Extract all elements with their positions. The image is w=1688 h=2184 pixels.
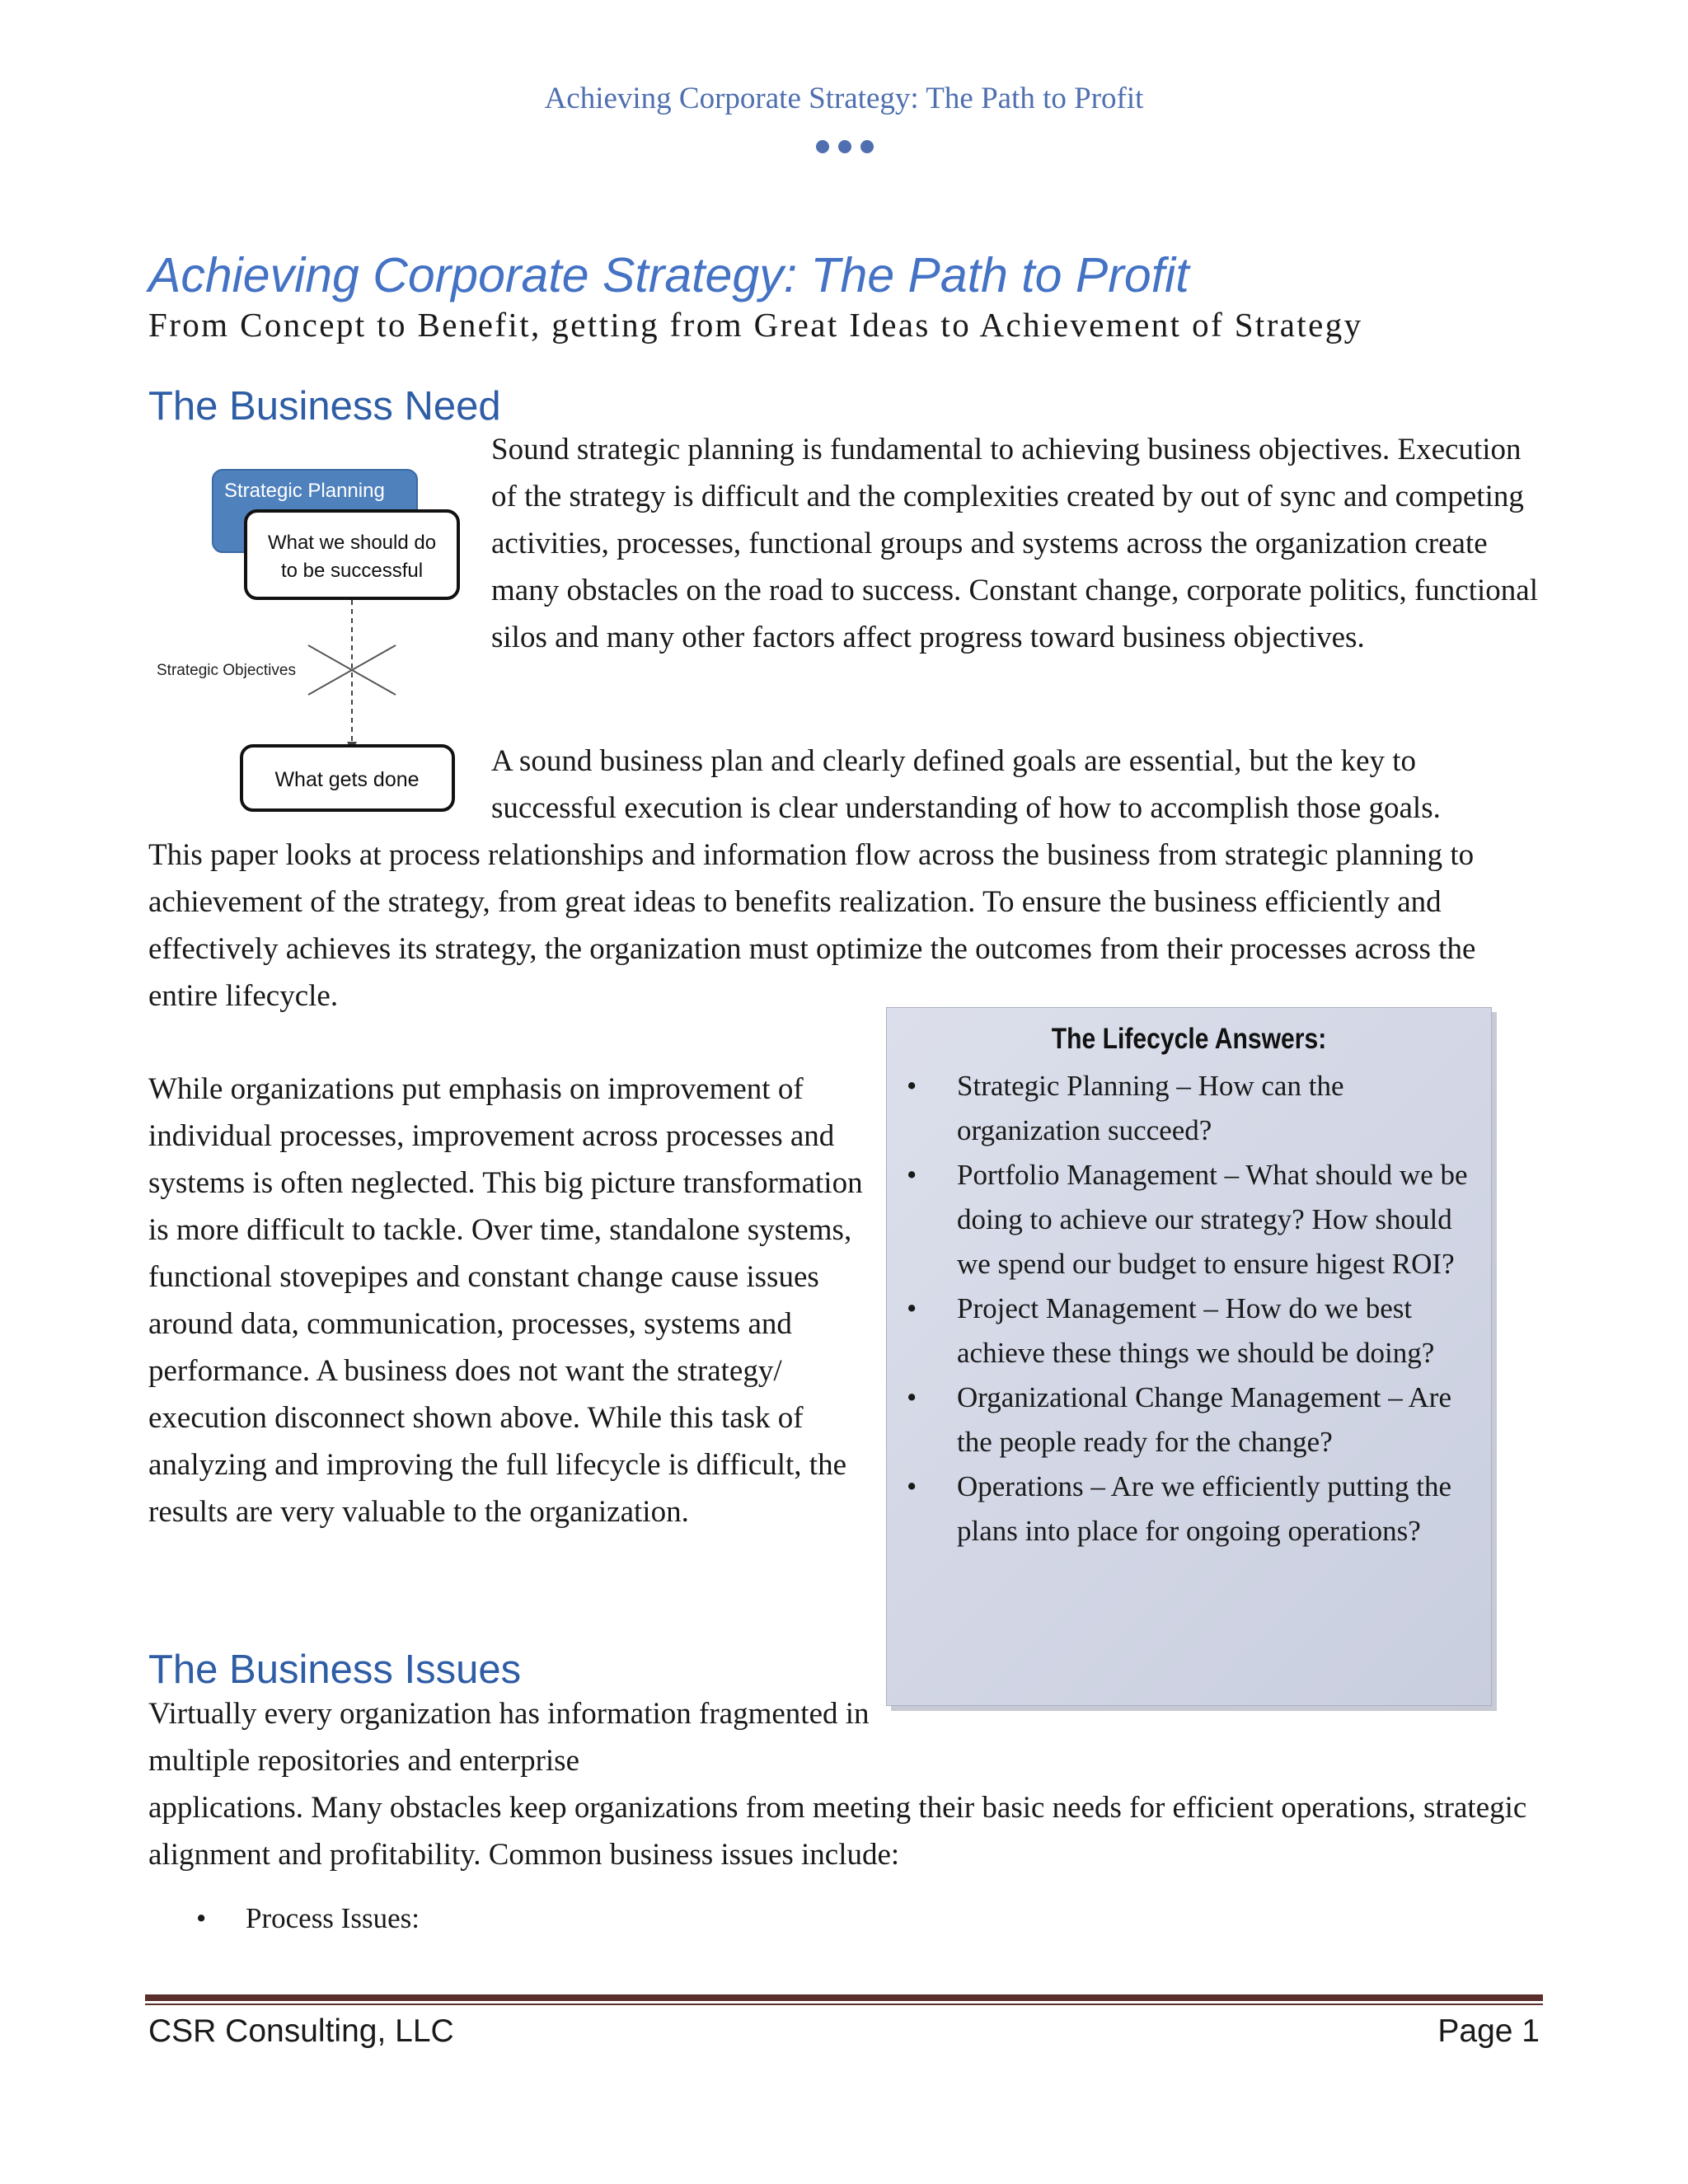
paragraph-fragmented-info: Virtually every organization has information fragmented in multiple repositories and enterprise: [148, 1697, 870, 1778]
what-we-should-do-line2: to be successful: [280, 560, 424, 582]
sidebar-item-operations: • Operations – Are we efficiently putting the plans into place for ongoing operations?: [887, 1465, 1491, 1554]
strategic-objectives-label: Strategic Objectives: [157, 662, 296, 679]
lifecycle-answers-sidebar: [886, 1007, 1492, 1706]
strategy-execution-diagram: [148, 462, 478, 837]
paragraph-process-relationships: This paper looks at process relationships and information flow across the business from strategic planning to achievement of the strategy, from great ideas to benefits realization. To ensure the business efficiently and effectively achieves its strategy, the organization must optimize the outcomes from their processes across the entire lifecycle.: [148, 838, 1476, 1013]
document-title: Achieving Corporate Strategy: The Path to Profit: [148, 248, 1189, 302]
sidebar-item-portfolio-management: • Portfolio Management – What should we be doing to achieve our strategy? How should we spend our budget to ensure higest ROI?: [887, 1153, 1491, 1286]
footer-company: CSR Consulting, LLC: [148, 2013, 454, 2049]
footer-rule: [145, 1994, 1543, 2006]
what-gets-done-label: What gets done: [274, 768, 420, 791]
header-dots-ornament: [816, 140, 874, 155]
what-we-should-do-box: [246, 511, 458, 598]
sidebar-item-project-management: • Project Management – How do we best achieve these things we should be doing?: [887, 1286, 1491, 1376]
paragraph-strategic-planning: Sound strategic planning is fundamental to achieving business objectives. Execution of the strategy is difficult and the complexities created by out of sync and competing activities, processes, functional groups and systems across the organization create many obstacles on the road to success. Constant change, corporate politics, functional silos and many other factors affect progress toward business objectives.: [491, 433, 1538, 654]
header-dot: [816, 140, 829, 153]
sidebar-item-change-management: • Organizational Change Management – Are the people ready for the change?: [887, 1376, 1491, 1465]
header-dot: [838, 140, 851, 153]
sidebar-item-strategic-planning: • Strategic Planning – How can the organization succeed?: [887, 1064, 1491, 1153]
issue-item-process-issues: • Process Issues:: [148, 1896, 420, 1941]
header-dot: [860, 140, 874, 153]
paragraph-business-plan-intro: A sound business plan and clearly defined goals are essential, but the key to successful execution is clear understanding of how to accomplish those goals.: [491, 744, 1441, 825]
footer-page-number: Page 1: [1437, 2013, 1540, 2049]
sidebar-title: The Lifecycle Answers:: [1051, 1023, 1327, 1055]
section-heading-business-issues: The Business Issues: [148, 1647, 522, 1692]
document-subtitle: From Concept to Benefit, getting from Great Ideas to Achievement of Strategy: [148, 306, 1363, 344]
footer-rule-thick: [145, 1994, 1543, 2001]
paragraph-common-issues: applications. Many obstacles keep organizations from meeting their basic needs for efficient operations, strategic alignment and profitability. Common business issues include:: [148, 1791, 1527, 1872]
business-issues-list: [148, 1896, 420, 1941]
running-header: Achieving Corporate Strategy: The Path to Profit: [544, 82, 1144, 115]
section-heading-business-need: The Business Need: [148, 384, 501, 429]
what-we-should-do-line1: What we should do: [267, 532, 437, 554]
footer-rule-thin: [145, 2004, 1543, 2005]
paragraph-improvement-emphasis: While organizations put emphasis on improvement of individual processes, improvement across processes and systems is often neglected. This big picture transformation is more difficult to tackle. Over time, standalone systems, functional stovepipes and constant change cause issues around data, communication, processes, systems and performance. A business does not want the strategy/ execution disconnect shown above. While this task of analyzing and improving the full lifecycle is difficult, the results are very valuable to the organization.: [148, 1072, 863, 1529]
strategic-planning-label: Strategic Planning: [224, 480, 385, 502]
sidebar-list: [887, 1064, 1491, 1554]
